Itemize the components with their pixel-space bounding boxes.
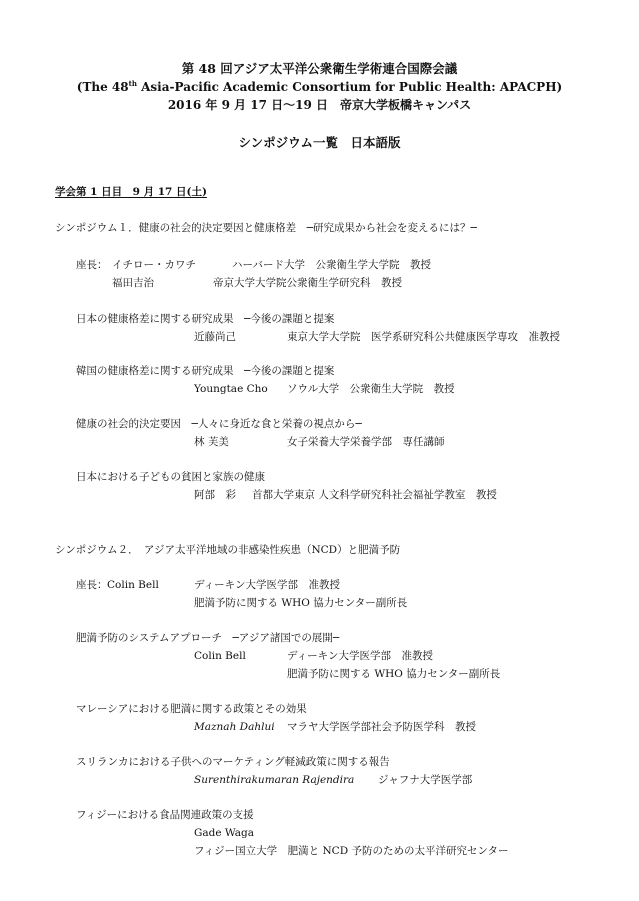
symposium-2-chair-label: 座長： xyxy=(76,579,108,591)
talk-speaker: Youngtae Cho xyxy=(194,383,268,395)
talk-affiliation: 首都大学東京 人文科学研究科社会福祉学教室 教授 xyxy=(252,489,497,501)
talk-title: 肥満予防のシステムアプローチ ─アジア諸国での展開─ xyxy=(76,632,340,644)
conference-title: 第 48 回アジア太平洋公衆衛生学術連合国際会議 xyxy=(181,61,458,76)
symposium-1-chair-2-name: 福田吉治 xyxy=(112,277,154,289)
symposium-1-chair-label: 座長： xyxy=(76,259,108,271)
talk-speaker: Surenthirakumaran Rajendira xyxy=(194,774,355,786)
talk-affiliation: マラヤ大学医学部社会予防医学科 教授 xyxy=(287,721,476,733)
talk-title: 日本の健康格差に関する研究成果 ─今後の課題と提案 xyxy=(76,313,335,325)
talk-title: フィジーにおける食品関連政策の支援 xyxy=(76,809,254,821)
talk-affiliation: 女子栄養大学栄養学部 専任講師 xyxy=(287,436,445,448)
talk-title: 韓国の健康格差に関する研究成果 ─今後の課題と提案 xyxy=(76,365,335,377)
talk-title: スリランカにおける子供へのマーケティング軽減政策に関する報告 xyxy=(76,756,390,768)
talk-speaker: 近藤尚己 xyxy=(194,331,236,343)
conference-english-title: (The 48th Asia-Pacific Academic Consortium for Public Health: APACPH) xyxy=(76,79,563,94)
symposium-1-chair-2-affiliation: 帝京大学大学院公衆衛生学研究科 教授 xyxy=(213,277,402,289)
symposium-1-chair-1-name: イチロー・カワチ xyxy=(112,259,196,271)
talk-affiliation: フィジー国立大学 肥満と NCD 予防のための太平洋研究センター xyxy=(194,845,509,857)
symposium-2-chair-affiliation-2: 肥満予防に関する WHO 協力センター副所長 xyxy=(194,597,408,609)
symposium-1-chair-1-affiliation: ハーバード大学 公衆衛生学大学院 教授 xyxy=(232,259,431,271)
talk-affiliation: ソウル大学 公衆衛生大学院 教授 xyxy=(287,383,455,395)
talk-affiliation-1: ディーキン大学医学部 准教授 xyxy=(287,650,434,662)
list-title: シンポジウム一覧 日本語版 xyxy=(238,135,401,150)
conference-date-venue: 2016 年 9 月 17 日～19 日 帝京大学板橋キャンパス xyxy=(167,98,472,112)
talk-title: 健康の社会的決定要因 ─人々に身近な食と栄養の視点から─ xyxy=(76,418,362,430)
talk-affiliation-2: 肥満予防に関する WHO 協力センター副所長 xyxy=(287,668,501,680)
talk-speaker: Gade Waga xyxy=(194,827,255,839)
symposium-1-title: シンポジウム１．健康の社会的決定要因と健康格差 ─研究成果から社会を変えるには？─ xyxy=(55,222,477,234)
talk-speaker: 阿部 彩 xyxy=(194,489,236,501)
talk-speaker: Colin Bell xyxy=(194,650,246,662)
symposium-2-chair-name: Colin Bell xyxy=(107,579,159,591)
symposium-2-title: シンポジウム２． アジア太平洋地域の非感染性疾患（NCD）と肥満予防 xyxy=(55,544,401,556)
talk-title: マレーシアにおける肥満に関する政策とその効果 xyxy=(76,703,307,715)
talk-speaker: Maznah Dahlui xyxy=(194,721,275,733)
talk-speaker: 林 芙美 xyxy=(194,436,229,448)
talk-affiliation: ジャフナ大学医学部 xyxy=(378,774,473,786)
talk-affiliation: 東京大学大学院 医学系研究科公共健康医学専攻 准教授 xyxy=(287,331,560,343)
day-heading: 学会第 1 日目 9 月 17 日(土) xyxy=(55,186,207,198)
symposium-2-chair-affiliation-1: ディーキン大学医学部 准教授 xyxy=(194,579,341,591)
talk-title: 日本における子どもの貧困と家族の健康 xyxy=(76,471,265,483)
